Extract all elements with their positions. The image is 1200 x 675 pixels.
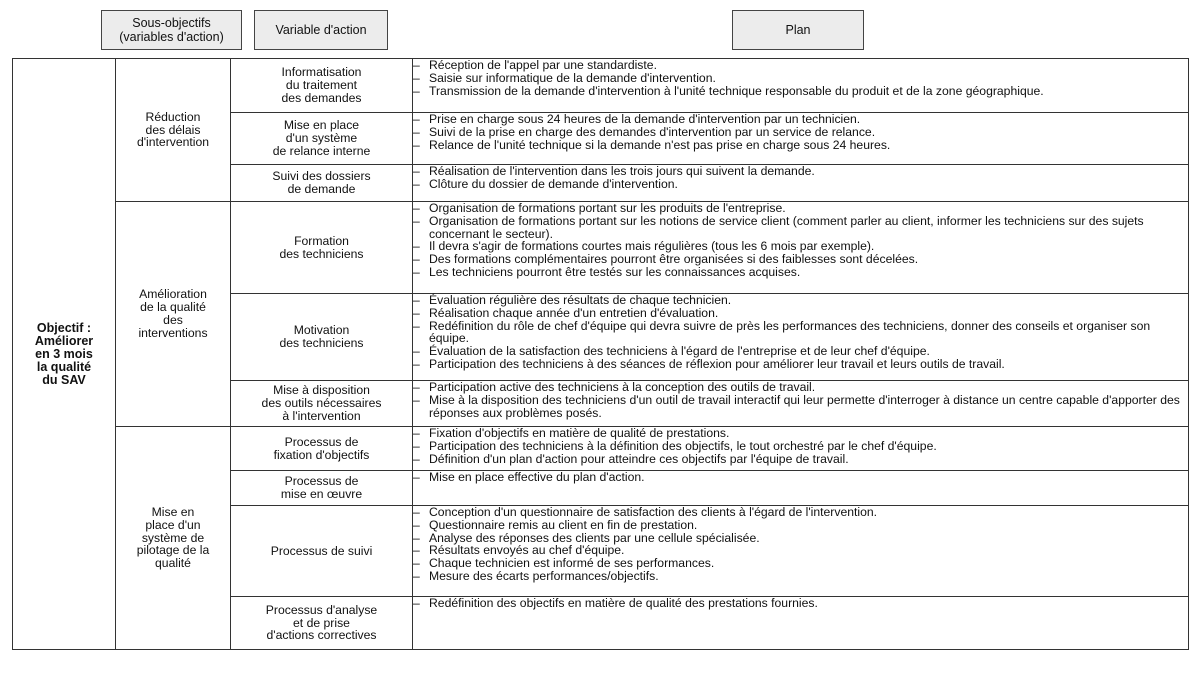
plan-cell — [413, 597, 1189, 650]
plan-item: – Prise en charge sous 24 heures de la demande d'intervention par un technicien. — [413, 113, 1188, 126]
plan-item: – Réalisation chaque année d'un entretien d'évaluation. — [413, 307, 1188, 320]
plan-item: – Évaluation régulière des résultats de chaque technicien. — [413, 294, 1188, 307]
header-variable-action: Variable d'action — [254, 10, 388, 50]
plan-list — [413, 471, 1188, 484]
action-variable-cell: Processus de fixation d'objectifs — [231, 427, 413, 471]
plan-cell — [413, 471, 1189, 506]
plan-item: – Questionnaire remis au client en fin de prestation. — [413, 519, 1188, 532]
plan-list — [413, 597, 1188, 610]
plan-item: – Évaluation de la satisfaction des techniciens à l'égard de l'entreprise et de leur chef d'équipe. — [413, 345, 1188, 358]
action-variable-cell: Formation des techniciens — [231, 202, 413, 294]
plan-list — [413, 506, 1188, 583]
plan-item: – Organisation de formations portant sur les produits de l'entreprise. — [413, 202, 1188, 215]
plan-item: – Mise à la disposition des techniciens d'un outil de travail interactif qui leur permette d'interroger à distance un centre capable d'apporter des réponses aux problèmes posés. — [413, 394, 1188, 420]
action-variable-cell: Suivi des dossiers de demande — [231, 165, 413, 202]
plan-item: – Mise en place effective du plan d'action. — [413, 471, 1188, 484]
plan-item: – Relance de l'unité technique si la demande n'est pas prise en charge sous 24 heures. — [413, 139, 1188, 152]
plan-list — [413, 165, 1188, 191]
plan-list — [413, 113, 1188, 151]
plan-list — [413, 381, 1188, 419]
plan-item: – Les techniciens pourront être testés sur les connaissances acquises. — [413, 266, 1188, 279]
plan-cell — [413, 165, 1189, 202]
plan-item: – Suivi de la prise en charge des demandes d'intervention par un service de relance. — [413, 126, 1188, 139]
plan-item: – Il devra s'agir de formations courtes mais régulières (tous les 6 mois par exemple). — [413, 240, 1188, 253]
header-sous-objectifs: Sous-objectifs (variables d'action) — [101, 10, 242, 50]
action-variable-cell: Processus de suivi — [231, 506, 413, 597]
action-variable-cell: Processus de mise en œuvre — [231, 471, 413, 506]
plan-item: – Analyse des réponses des clients par une cellule spécialisée. — [413, 532, 1188, 545]
plan-item: – Redéfinition du rôle de chef d'équipe qui devra suivre de près les performances des techniciens, donner des conseils et organiser son équipe. — [413, 320, 1188, 346]
action-plan-table — [12, 58, 1189, 650]
plan-list — [413, 59, 1188, 97]
sub-objective-cell: Amélioration de la qualité des interventions — [116, 202, 231, 427]
plan-item: – Mesure des écarts performances/objectifs. — [413, 570, 1188, 583]
plan-item: – Clôture du dossier de demande d'intervention. — [413, 178, 1188, 191]
plan-item: – Saisie sur informatique de la demande d'intervention. — [413, 72, 1188, 85]
plan-item: – Participation active des techniciens à la conception des outils de travail. — [413, 381, 1188, 394]
action-variable-cell: Motivation des techniciens — [231, 294, 413, 381]
table-row — [13, 202, 1189, 294]
plan-list — [413, 427, 1188, 465]
plan-item: – Participation des techniciens à des séances de réflexion pour améliorer leur travail et leurs outils de travail. — [413, 358, 1188, 371]
plan-item: – Réalisation de l'intervention dans les trois jours qui suivent la demande. — [413, 165, 1188, 178]
plan-item: – Transmission de la demande d'intervention à l'unité technique responsable du produit et de la zone géographique. — [413, 85, 1188, 98]
header-plan: Plan — [732, 10, 864, 50]
sub-objective-cell: Mise en place d'un système de pilotage de la qualité — [116, 427, 231, 650]
action-variable-cell: Mise en place d'un système de relance interne — [231, 113, 413, 165]
plan-item: – Résultats envoyés au chef d'équipe. — [413, 544, 1188, 557]
action-variable-cell: Processus d'analyse et de prise d'actions correctives — [231, 597, 413, 650]
plan-cell — [413, 202, 1189, 294]
sub-objective-cell: Réduction des délais d'intervention — [116, 59, 231, 202]
plan-cell — [413, 113, 1189, 165]
action-variable-cell: Mise à disposition des outils nécessaires à l'intervention — [231, 381, 413, 427]
plan-item: – Conception d'un questionnaire de satisfaction des clients à l'égard de l'intervention. — [413, 506, 1188, 519]
plan-cell — [413, 506, 1189, 597]
plan-item: – Redéfinition des objectifs en matière de qualité des prestations fournies. — [413, 597, 1188, 610]
table-row — [13, 427, 1189, 471]
action-plan-body — [13, 59, 1189, 650]
plan-list — [413, 202, 1188, 279]
plan-cell — [413, 294, 1189, 381]
action-variable-cell: Informatisation du traitement des demandes — [231, 59, 413, 113]
plan-list — [413, 294, 1188, 371]
plan-item: – Fixation d'objectifs en matière de qualité de prestations. — [413, 427, 1188, 440]
plan-item: – Réception de l'appel par une standardiste. — [413, 59, 1188, 72]
plan-item: – Participation des techniciens à la définition des objectifs, le tout orchestré par le chef d'équipe. — [413, 440, 1188, 453]
objective-cell: Objectif : Améliorer en 3 mois la qualité du SAV — [13, 59, 116, 650]
plan-item: – Des formations complémentaires pourront être organisées si des faiblesses sont décelées. — [413, 253, 1188, 266]
plan-item: – Organisation de formations portant sur les notions de service client (comment parler au client, informer les techniciens sur des sujets concernant le secteur). — [413, 215, 1188, 241]
table-row — [13, 59, 1189, 113]
plan-item: – Définition d'un plan d'action pour atteindre ces objectifs par l'équipe de travail. — [413, 453, 1188, 466]
plan-cell — [413, 381, 1189, 427]
plan-cell — [413, 427, 1189, 471]
plan-item: – Chaque technicien est informé de ses performances. — [413, 557, 1188, 570]
plan-cell — [413, 59, 1189, 113]
